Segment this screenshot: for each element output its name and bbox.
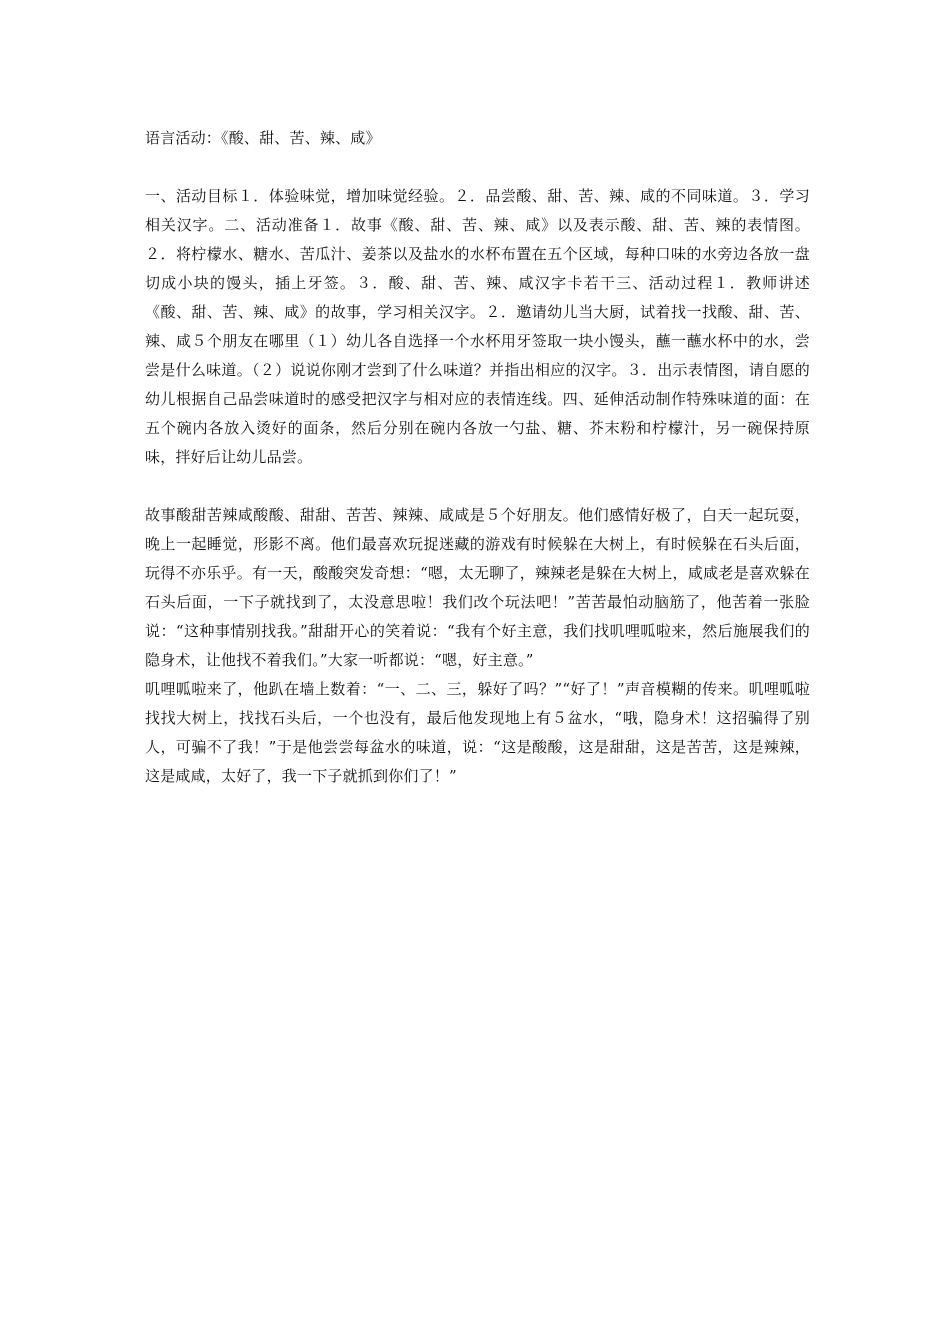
spacer <box>145 472 810 501</box>
document-page <box>145 124 810 791</box>
spacer <box>145 153 810 182</box>
story-paragraph-1: 故事酸甜苦辣咸酸酸、甜甜、苦苦、辣辣、咸咸是５个好朋友。他们感情好极了，白天一起玩耍，晚上一起睡觉，形影不离。他们最喜欢玩捉迷藏的游戏有时候躲在大树上，有时候躲在石头后面，玩得不亦乐乎。有一天，酸酸突发奇想：“嗯，太无聊了，辣辣老是躲在大树上，咸咸老是喜欢躲在石头后面，一下子就找到了，太没意思啦！我们改个玩法吧！”苦苦最怕动脑筋了，他苦着一张脸说：“这种事情别找我。”甜甜开心的笑着说：“我有个好主意，我们找叽哩呱啦来，然后施展我们的隐身术，让他找不着我们。”大家一听都说：“嗯，好主意。” <box>145 506 810 669</box>
activity-plan-paragraph: 一、活动目标１．体验味觉，增加味觉经验。２．品尝酸、甜、苦、辣、咸的不同味道。３．学习相关汉字。二、活动准备１．故事《酸、甜、苦、辣、咸》以及表示酸、甜、苦、辣的表情图。２．将柠檬水、糖水、苦瓜汁、姜茶以及盐水的水杯布置在五个区域，每种口味的水旁边各放一盘切成小块的馒头，插上牙签。３．酸、甜、苦、辣、咸汉字卡若干三、活动过程１．教师讲述《酸、甜、苦、辣、咸》的故事，学习相关汉字。２．邀请幼儿当大厨，试着找一找酸、甜、苦、辣、咸５个朋友在哪里（１）幼儿各自选择一个水杯用牙签取一块小馒头，蘸一蘸水杯中的水，尝尝是什么味道。（２）说说你刚才尝到了什么味道？并指出相应的汉字。３．出示表情图，请自愿的幼儿根据自己品尝味道时的感受把汉字与相对应的表情连线。四、延伸活动制作特殊味道的面：在五个碗内各放入烫好的面条，然后分别在碗内各放一勺盐、糖、芥末粉和柠檬汁，另一碗保持原味，拌好后让幼儿品尝。 <box>145 187 810 466</box>
story-paragraph-2: 叽哩呱啦来了，他趴在墙上数着：“一、二、三，躲好了吗？”“好了！”声音模糊的传来。叽哩呱啦找找大树上，找找石头后，一个也没有，最后他发现地上有５盆水，“哦，隐身术！这招骗得了别人，可骗不了我！”于是他尝尝每盆水的味道，说：“这是酸酸，这是甜甜，这是苦苦，这是辣辣，这是咸咸，太好了，我一下子就抓到你们了！” <box>145 680 810 785</box>
document-title: 语言活动：《酸、甜、苦、辣、咸》 <box>145 129 381 147</box>
